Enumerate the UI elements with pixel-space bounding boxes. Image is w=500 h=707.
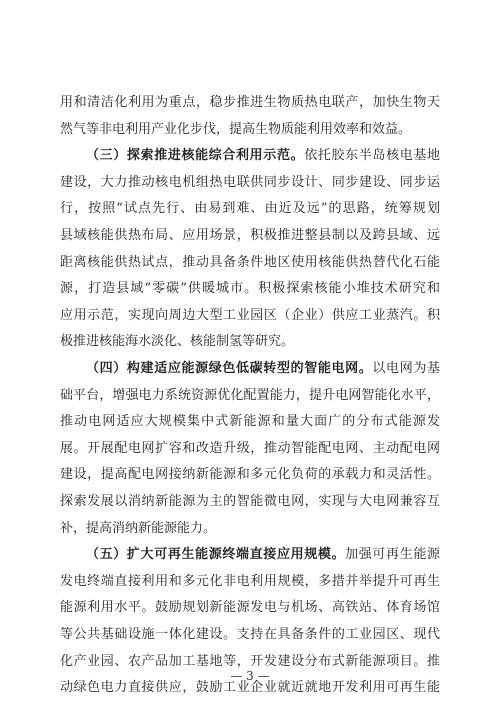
line-text: 加强可再生能源 xyxy=(345,547,440,563)
line-text: 然气等非电利用产业化步伐，提高生物质能利用效率和效益。 xyxy=(60,121,412,137)
line-text: 应用示范，实现向周边大型工业园区（企业）供应工业蒸汽。积 xyxy=(60,307,440,323)
line-text: 建设，提高配电网接纳新能源和多元化负荷的承载力和灵活性。 xyxy=(60,467,440,483)
line-text: 建设，大力推动核电机组热电联供同步设计、同步建设、同步运 xyxy=(60,174,440,190)
line-text: 以电网为基 xyxy=(372,361,440,376)
text-line xyxy=(60,597,440,619)
line-text: 距离核能供热试点，推动具备条件地区使用核能供热替代化石能 xyxy=(60,254,440,270)
line-text: 等公共基础设施一体化建设。支持在具备条件的工业园区、现代 xyxy=(60,627,440,642)
text-line xyxy=(86,358,440,380)
text-line xyxy=(60,385,440,407)
text-line xyxy=(60,438,440,460)
section-heading: （四）构建适应能源绿色低碳转型的智能电网。 xyxy=(86,361,373,376)
line-text: 用和清洁化利用为重点，稳步推进生物质热电联产，加快生物天 xyxy=(60,95,440,110)
line-text: 展。开展配电网扩容和改造升级，推动智能配电网、主动配电网 xyxy=(60,440,440,456)
text-line xyxy=(60,119,440,141)
text-line xyxy=(60,491,440,513)
line-text: 发电终端直接利用和多元化非电利用规模，多措并举提升可再生 xyxy=(60,573,440,589)
text-line xyxy=(60,252,440,274)
line-text: 依托胶东半岛核电基地 xyxy=(304,148,440,164)
line-text: 极推进核能海水淡化、核能制氢等研究。 xyxy=(60,334,295,350)
text-line xyxy=(86,145,440,167)
line-text: 补，提高消纳新能源能力。 xyxy=(60,520,217,536)
text-line xyxy=(60,278,440,300)
line-text: 探索发展以消纳新能源为主的智能微电网，实现与大电网兼容互 xyxy=(60,494,440,509)
section-heading: （三）探索推进核能综合利用示范。 xyxy=(86,148,305,164)
text-line xyxy=(60,624,440,646)
text-line xyxy=(86,544,440,566)
line-text: 源，打造县域“零碳”供暖城市。积极探索核能小堆技术研究和 xyxy=(60,281,440,297)
text-line xyxy=(60,411,440,433)
text-line xyxy=(60,331,440,353)
line-text: 推动电网适应大规模集中式新能源和量大面广的分布式能源发 xyxy=(60,414,440,430)
text-line xyxy=(60,92,440,114)
text-line xyxy=(60,518,440,540)
text-line xyxy=(60,464,440,486)
line-text: 动绿色电力直接供应，鼓励工业企业就近就地开发利用可再生能 xyxy=(60,680,440,696)
line-text: 础平台，增强电力系统资源优化配置能力，提升电网智能化水平， xyxy=(60,387,440,403)
text-line xyxy=(60,198,440,220)
line-text: 行，按照“试点先行、由易到难、由近及远”的思路，统筹规划 xyxy=(60,201,440,217)
line-text: 能源利用水平。鼓励规划新能源发电与机场、高铁站、体育场馆 xyxy=(60,600,440,616)
text-line xyxy=(60,172,440,194)
text-line xyxy=(60,571,440,593)
line-text: 县域核能供热布局、应用场景，积极推进整县制以及跨县域、远 xyxy=(60,228,440,243)
line-text: 化产业园、农产品加工基地等，开发建设分布式新能源项目。推 xyxy=(60,653,440,669)
text-line xyxy=(60,305,440,327)
page-number: — 3 — xyxy=(230,669,270,683)
section-heading: （五）扩大可再生能源终端直接应用规模。 xyxy=(86,547,346,563)
text-line xyxy=(60,225,440,247)
